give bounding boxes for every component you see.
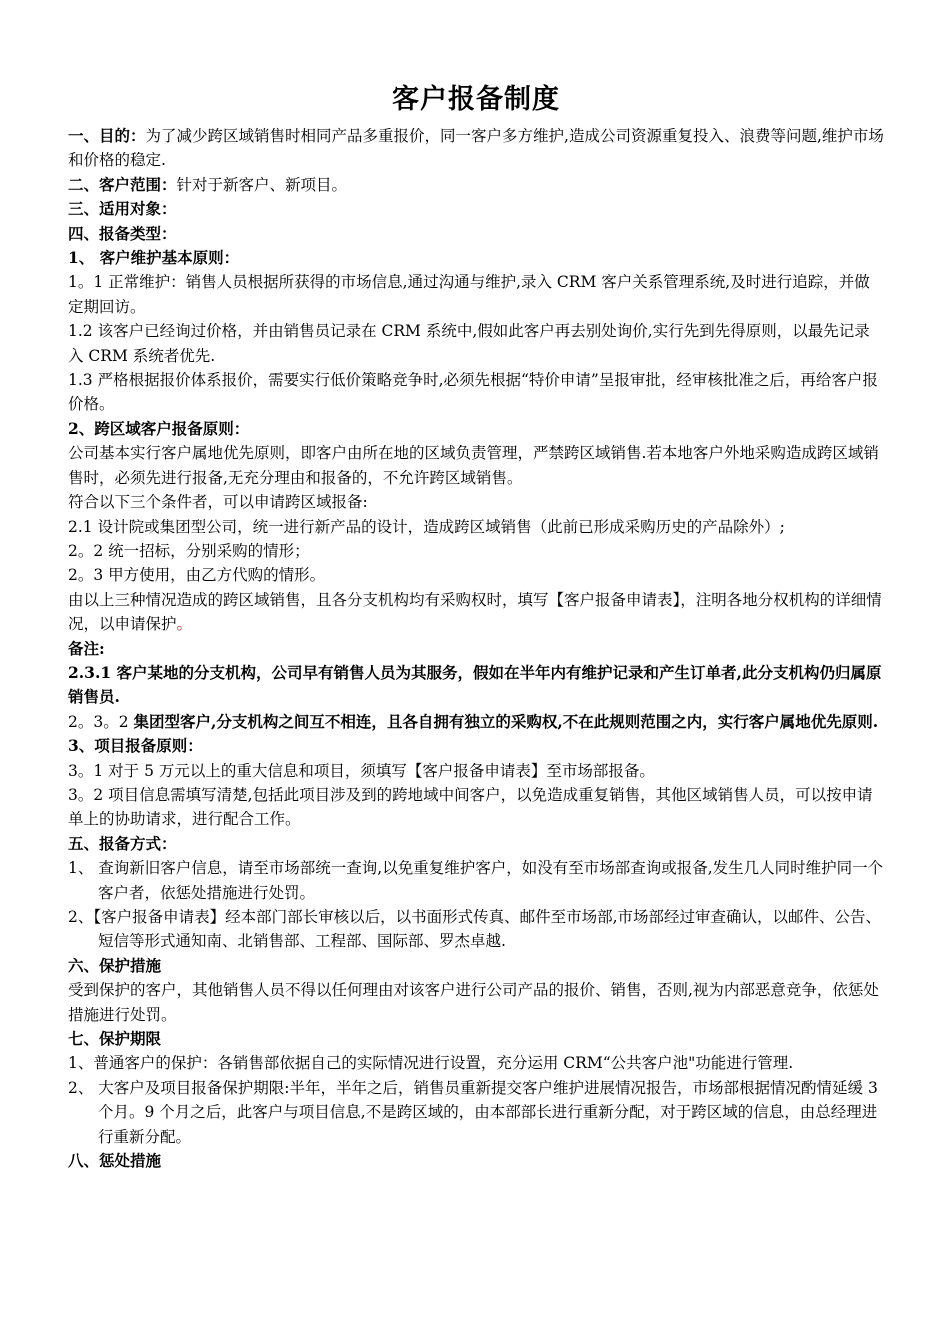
clause-2-1: 2.1 设计院或集团型公司，统一进行新产品的设计，造成跨区域销售（此前已形成采购历史的产品除外）; [68,517,785,536]
subheading-project: 3、项目报备原则： [68,736,203,756]
summary-text: 由以上三种情况造成的跨区域销售，且各分支机构均有采购权时，填写【客户报备申请表】，注明各地分权机构的详细情况，以申请保护 [68,590,882,634]
clause-2-2: 2。2 统一招标，分别采购的情形； [68,541,310,560]
note-text: 集团型客户,分支机构之间互不相连，且各自拥有独立的采购权,不在此规则范围之内，实行客户属地优先原则. [133,711,879,731]
clause-3-1: 3。1 对于 5 万元以上的重大信息和项目，须填写【客户报备申请表】至市场部报备。 [68,761,655,780]
method-item-2: 2、【客户报备申请表】经本部门部长审核以后，以书面形式传真、邮件至市场部,市场部经过审查确认，以邮件、公告、短信等形式通知南、北销售部、工程部、国际部、罗杰卓越. [68,908,882,951]
note-label: 备注: [68,638,105,658]
clause-1-3: 1.3 严格根据报价体系报价，需要实行低价策略竞争时,必须先根据“特价申请”呈报审批，经审核批准之后，再给客户报价格。 [68,371,878,414]
section-text: 为了减少跨区域销售时相同产品多重报价，同一客户多方维护,造成公司资源重复投入、浪费等问题,维护市场和价格的稳定. [68,127,884,170]
period-item-1: 1、普通客户的保护：各销售部依据自己的实际情况进行设置，充分运用 CRM“公共客户池"功能进行管理. [68,1054,794,1073]
cross-region-conditions: 符合以下三个条件者，可以申请跨区域报备: [68,493,368,512]
clause-1-2: 1.2 该客户已经询过价格，并由销售员记录在 CRM 系统中,假如此客户再去别处询价,实行先到先得原则，以最先记录入 CRM 系统者优先. [68,322,870,365]
subheading-cross-region: 2、跨区域客户报备原则： [68,418,250,438]
document-title: 客户报备制度 [392,84,560,115]
section-report-method: 五、报备方式： [68,833,177,853]
clause-3-2: 3。2 项目信息需填写清楚,包括此项目涉及到的跨地域中间客户，以免造成重复销售，其他区域销售人员，可以按申请单上的协助请求，进行配合工作。 [68,785,873,829]
section-protection: 六、保护措施 [68,955,162,975]
document-page [68,80,884,1173]
section-label: 一、目的： [68,126,146,145]
note-2-3-2 [68,710,884,734]
protection-text: 受到保护的客户，其他销售人员不得以任何理由对该客户进行公司产品的报价、销售，否则,视为内部恶意竞争，依惩处措施进行处罚。 [68,981,879,1024]
clause-1-1: 1。1 正常维护：销售人员根据所获得的市场信息,通过沟通与维护,录入 CRM 客户关系管理系统,及时进行追踪，并做定期回访。 [68,273,870,316]
section-protection-period: 七、保护期限 [68,1029,162,1049]
clause-2-3: 2。3 甲方使用，由乙方代购的情形。 [68,566,326,585]
period-item-2: 2、 大客户及项目报备保护期限:半年，半年之后，销售员重新提交客户维护进展情况报告，市场部根据情况酌情延缓 3 个月。9 个月之后，此客户与项目信息,不是跨区域的，由本部部长进行重新分配，对于跨区域的信息，由总经理进行重新分配。 [68,1078,878,1146]
section-scope [68,173,884,197]
note-2-3-1: 2.3.1 客户某地的分支机构，公司早有销售人员为其服务，假如在半年内有维护记录和产生订单者,此分支机构仍归属原销售员. [68,662,882,707]
cross-region-summary [68,588,884,637]
section-applicable: 三、适用对象： [68,199,177,219]
summary-end-mark: 。 [176,615,193,634]
note-prefix: 2。3。2 [68,712,134,731]
section-label: 二、客户范围： [68,174,177,194]
subheading-basic-principle: 1、 客户维护基本原则： [68,248,240,268]
section-purpose [68,124,884,173]
section-penalty: 八、惩处措施 [68,1151,162,1171]
section-report-types: 四、报备类型： [68,223,177,243]
method-item-1: 1、 查询新旧客户信息，请至市场部统一查询,以免重复维护客户，如没有至市场部查询或报备,发生几人同时维护同一个客户者，依惩处措施进行处罚。 [68,859,884,902]
cross-region-intro: 公司基本实行客户属地优先原则，即客户由所在地的区域负责管理，严禁跨区域销售.若本地客户外地采购造成跨区域销售时，必须先进行报备,无充分理由和报备的，不允许跨区域销售。 [68,444,879,487]
section-text: 针对于新客户、新项目。 [176,175,348,194]
